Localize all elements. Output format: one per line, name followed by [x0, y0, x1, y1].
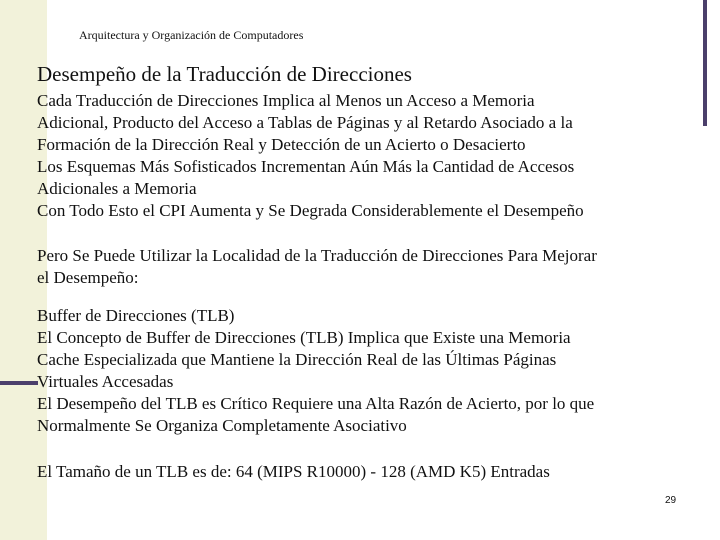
body-paragraph-locality [37, 245, 707, 289]
text-line: Los Esquemas Más Sofisticados Incrementan Aún Más la Cantidad de Accesos [37, 157, 575, 176]
text-line: El Concepto de Buffer de Direcciones (TLB) Implica que Existe una Memoria [37, 328, 571, 347]
text-line: Formación de la Dirección Real y Detección de un Acierto o Desacierto [37, 135, 526, 154]
text-line: Cache Especializada que Mantiene la Dirección Real de las Últimas Páginas [37, 350, 557, 369]
text-line: Adicionales a Memoria [37, 179, 197, 198]
decorative-horizontal-rule [0, 381, 38, 385]
slide-header: Arquitectura y Organización de Computadores [79, 28, 304, 42]
body-paragraph-tlb-size [37, 461, 707, 483]
text-line: Cada Traducción de Direcciones Implica al Menos un Acceso a Memoria [37, 91, 535, 110]
text-line: el Desempeño: [37, 268, 139, 287]
body-paragraph-memory-access [37, 90, 707, 222]
text-line: Virtuales Accesadas [37, 372, 174, 391]
text-line: El Tamaño de un TLB es de: 64 (MIPS R10000) - 128 (AMD K5) Entradas [37, 462, 550, 481]
slide-title: Desempeño de la Traducción de Direcciones [37, 62, 412, 86]
text-line: Con Todo Esto el CPI Aumenta y Se Degrada Considerablemente el Desempeño [37, 201, 584, 220]
text-line: Pero Se Puede Utilizar la Localidad de la Traducción de Direcciones Para Mejorar [37, 246, 597, 265]
text-line: Buffer de Direcciones (TLB) [37, 306, 235, 325]
text-line: Adicional, Producto del Acceso a Tablas de Páginas y al Retardo Asociado a la [37, 113, 573, 132]
text-line: Normalmente Se Organiza Completamente Asociativo [37, 416, 407, 435]
body-paragraph-tlb [37, 305, 707, 437]
page-number: 29 [665, 495, 677, 506]
text-line: El Desempeño del TLB es Crítico Requiere una Alta Razón de Acierto, por lo que [37, 394, 595, 413]
